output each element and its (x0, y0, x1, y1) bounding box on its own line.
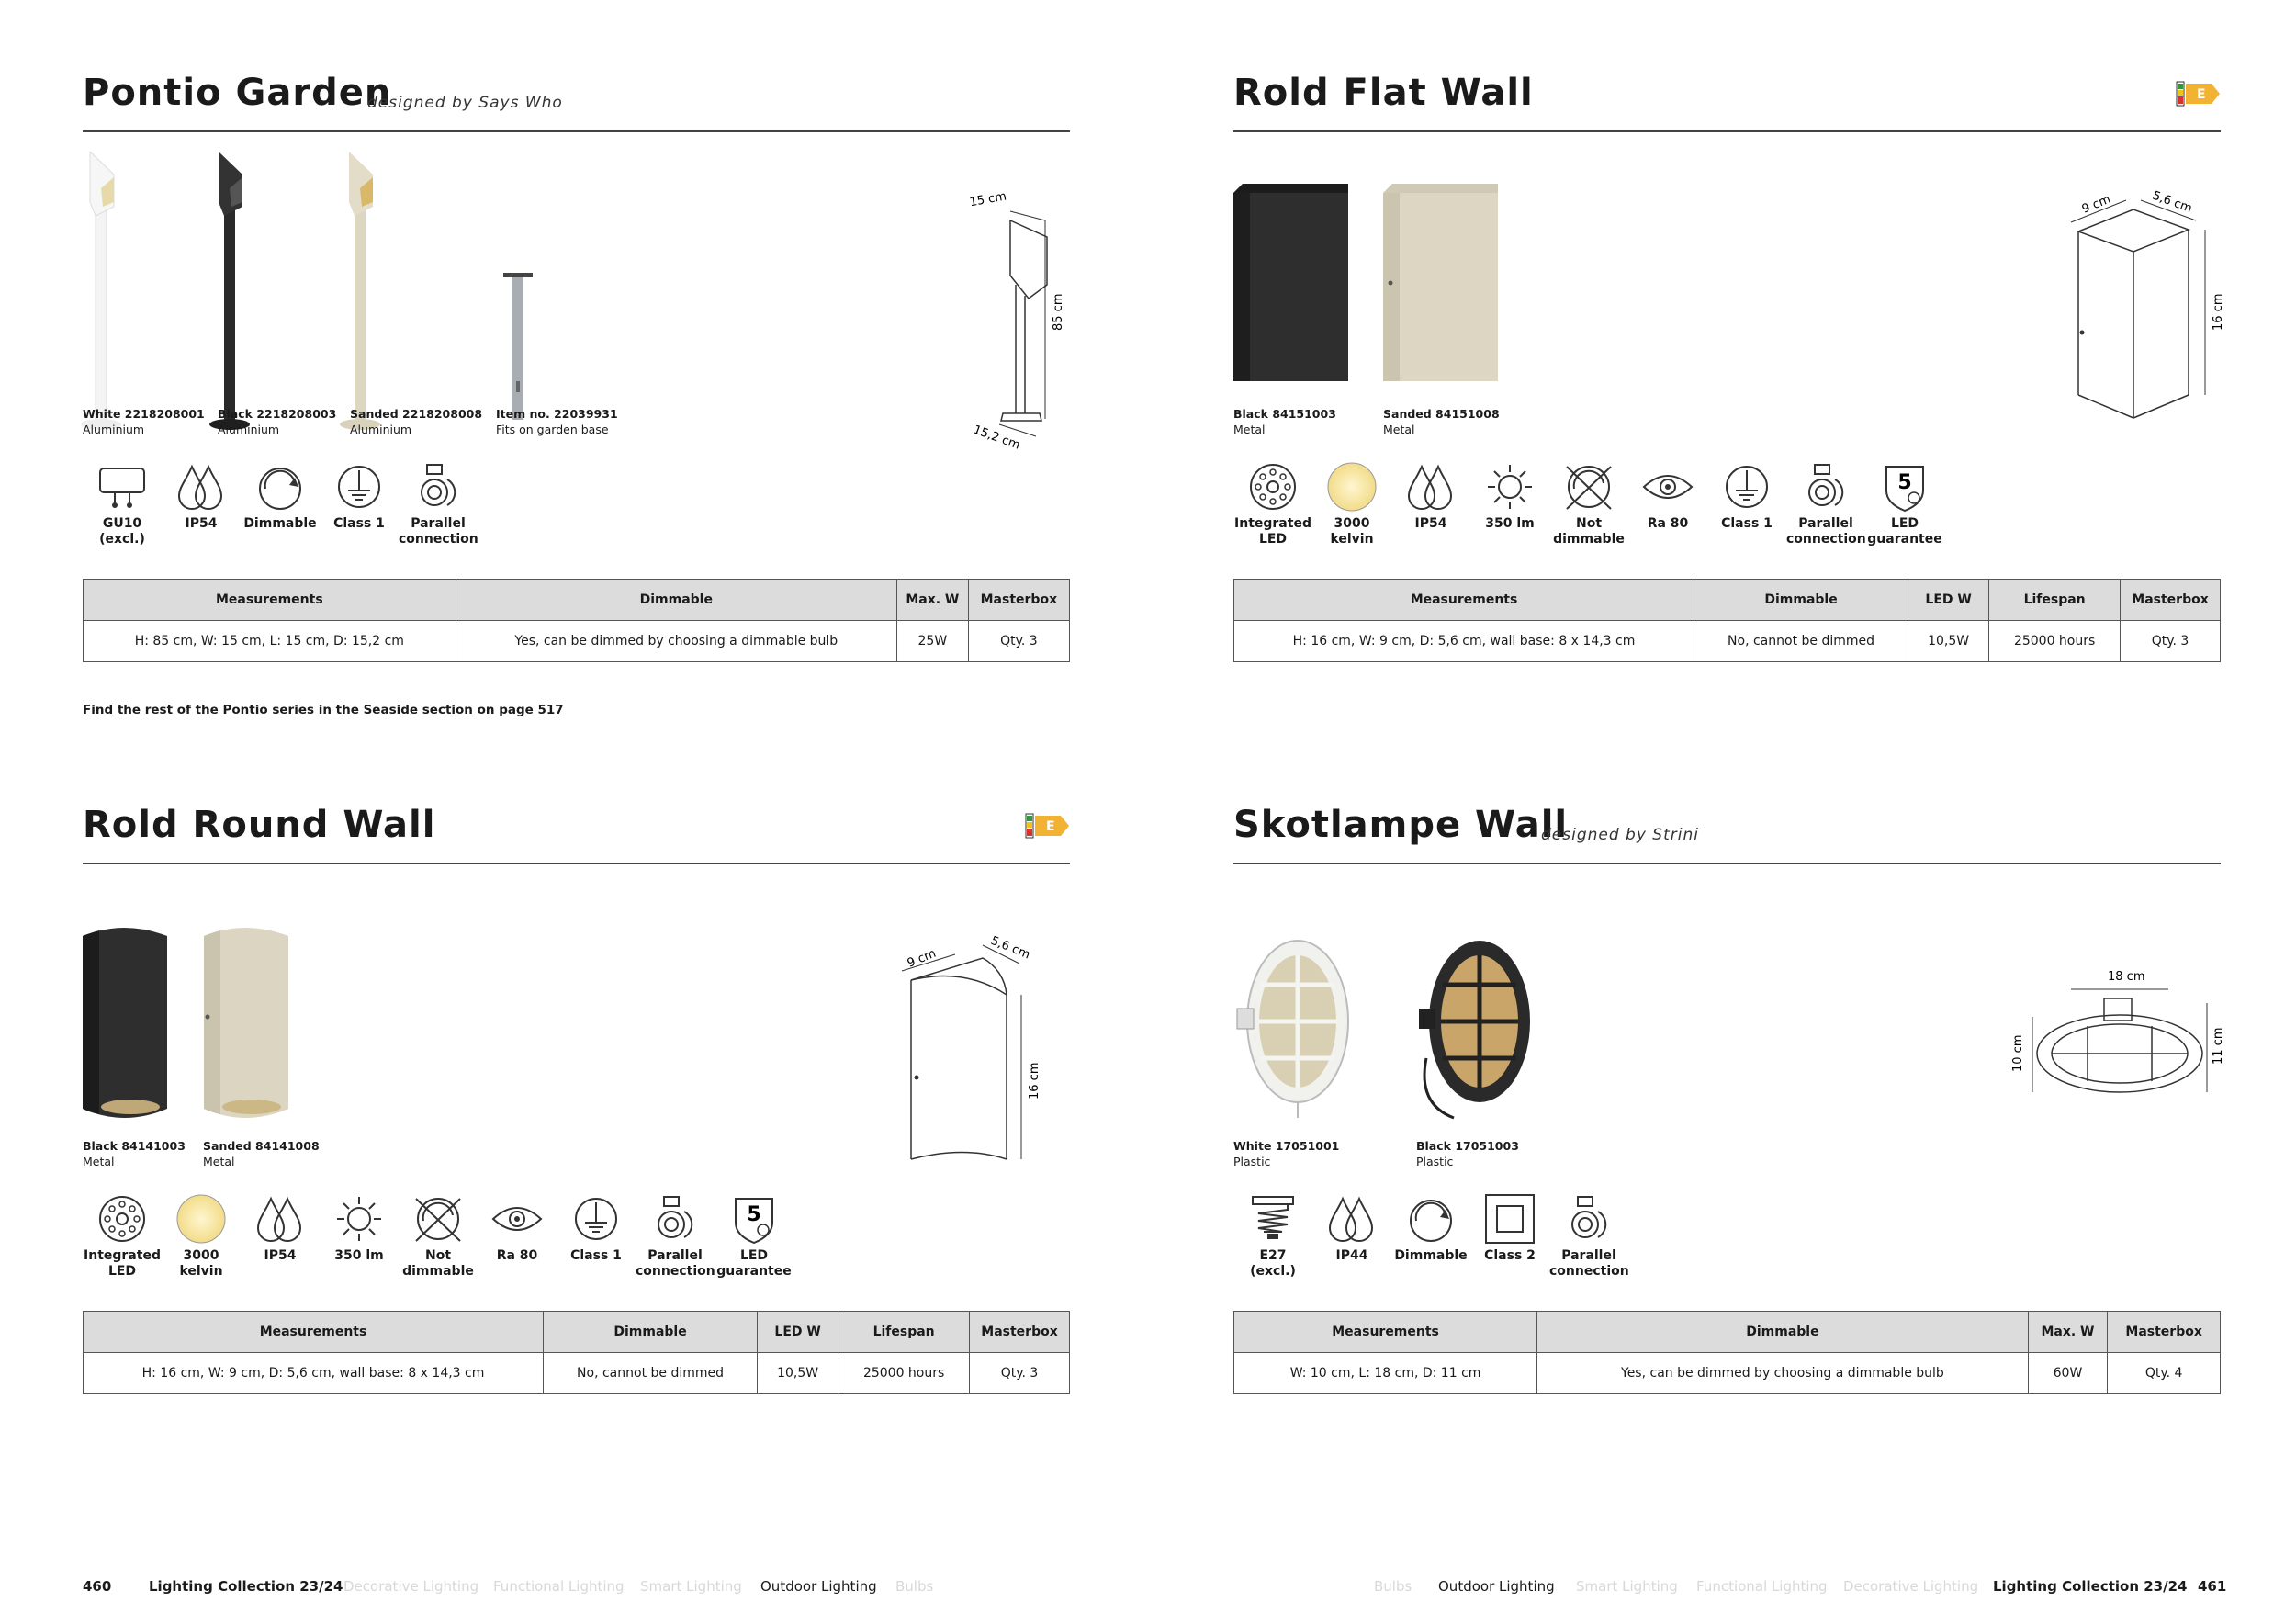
table-cell: Qty. 4 (2108, 1353, 2221, 1394)
ip-rating-icon: IP54 (1391, 461, 1470, 532)
nav-link-smart[interactable]: Smart Lighting (640, 1578, 742, 1595)
table-cell: 10,5W (1908, 621, 1989, 662)
table-header: Masterbox (2108, 1312, 2221, 1353)
dim-height-right-label: 11 cm (2212, 1027, 2225, 1065)
dim-width-label: 5,6 cm (988, 933, 1032, 963)
nav-link-outdoor[interactable]: Outdoor Lighting (1438, 1578, 1555, 1595)
energy-label-icon (1026, 813, 1070, 839)
not-dimmable-icon: Not dimmable (399, 1193, 478, 1280)
table-header: LED W (758, 1312, 838, 1353)
nav-link-decorative[interactable]: Decorative Lighting (1843, 1578, 1979, 1595)
ra-eye-icon: Ra 80 (478, 1193, 557, 1264)
dim-width-label: 18 cm (2108, 970, 2145, 984)
section-rold-round-wall (83, 796, 1070, 1381)
spec-table (83, 1311, 1070, 1394)
class-1-icon: Class 1 (1707, 461, 1786, 532)
table-cell: W: 10 cm, L: 18 cm, D: 11 cm (1234, 1353, 1537, 1394)
dim-depth-label: 9 cm (2079, 192, 2113, 217)
table-cell: Qty. 3 (968, 621, 1069, 662)
svg-text:E: E (1046, 819, 1055, 834)
product-label: Item no. 22039931 Fits on garden base (496, 407, 618, 436)
table-cell: H: 16 cm, W: 9 cm, D: 5,6 cm, wall base: 8 x 14,3 cm (84, 1353, 544, 1394)
section-rold-flat-wall (1233, 64, 2225, 648)
led-guarantee-icon: 5 LED guarantee (715, 1193, 793, 1280)
section-title: Skotlampe Wall (1233, 804, 1569, 846)
table-header: Max. W (896, 580, 968, 621)
feature-icons (83, 461, 634, 562)
table-cell: H: 16 cm, W: 9 cm, D: 5,6 cm, wall base: 8 x 14,3 cm (1234, 621, 1694, 662)
nav-link-bulbs[interactable]: Bulbs (1374, 1578, 1412, 1595)
table-cell: H: 85 cm, W: 15 cm, L: 15 cm, D: 15,2 cm (84, 621, 456, 662)
nav-link-functional[interactable]: Functional Lighting (1696, 1578, 1828, 1595)
table-cell: Yes, can be dimmed by choosing a dimmable bulb (1537, 1353, 2029, 1394)
table-header: Masterbox (2121, 580, 2221, 621)
page-number-left: 460 (83, 1578, 112, 1595)
product-image-sanded (204, 928, 288, 1118)
not-dimmable-icon: Not dimmable (1549, 461, 1628, 547)
spec-table (1233, 1311, 2221, 1394)
kelvin-icon: 3000 kelvin (162, 1193, 241, 1280)
feature-icons (83, 1193, 1001, 1294)
ip-rating-icon: IP54 (162, 461, 241, 532)
table-cell: 25000 hours (1989, 621, 2121, 662)
table-cell: Qty. 3 (970, 1353, 1070, 1394)
parallel-connection-icon: Parallel connection (1549, 1193, 1628, 1280)
dim-base-label: 15,2 cm (971, 423, 1022, 453)
integrated-led-icon: Integrated LED (1233, 461, 1312, 547)
parallel-connection-icon: Parallel connection (636, 1193, 715, 1280)
dim-height-label: 16 cm (1028, 1062, 1041, 1100)
dimension-drawing (891, 925, 1075, 1173)
table-header: Measurements (1234, 580, 1694, 621)
product-label: Sanded 2218208008 Aluminium (350, 407, 483, 436)
table-header: Max. W (2028, 1312, 2108, 1353)
section-pontio-garden (83, 64, 1070, 717)
gu10-icon: GU10 (excl.) (83, 461, 162, 547)
table-header: Masterbox (968, 580, 1069, 621)
class-2-icon: Class 2 (1470, 1193, 1549, 1264)
product-image-white (1237, 941, 1348, 1118)
table-header: Lifespan (838, 1312, 970, 1353)
nav-link-outdoor[interactable]: Outdoor Lighting (760, 1578, 877, 1595)
svg-text:E: E (2197, 87, 2206, 102)
table-cell: No, cannot be dimmed (544, 1353, 758, 1394)
kelvin-icon: 3000 kelvin (1312, 461, 1391, 547)
section-skotlampe-wall (1233, 796, 2225, 1381)
table-header: Measurements (1234, 1312, 1537, 1353)
series-note: Find the rest of the Pontio series in the Seaside section on page 517 (83, 703, 564, 717)
table-header: Dimmable (1537, 1312, 2029, 1353)
section-header (83, 64, 1070, 132)
table-cell: 25000 hours (838, 1353, 970, 1394)
table-header: Dimmable (1694, 580, 1908, 621)
e27-socket-icon: E27 (excl.) (1233, 1193, 1312, 1280)
product-label: White 2218208001 Aluminium (83, 407, 205, 436)
product-label: Sanded 84141008 Metal (203, 1139, 320, 1168)
table-header: Measurements (84, 1312, 544, 1353)
section-title: Rold Flat Wall (1233, 72, 1534, 114)
product-image-black (209, 152, 250, 430)
lumen-icon: 350 lm (320, 1193, 399, 1264)
ip-rating-icon: IP54 (241, 1193, 320, 1264)
section-title: Pontio Garden (83, 72, 392, 114)
table-cell: 60W (2028, 1353, 2108, 1394)
dim-height-left-label: 10 cm (2011, 1034, 2025, 1072)
product-image-garden-base (503, 273, 533, 420)
ra-eye-icon: Ra 80 (1628, 461, 1707, 532)
product-label: White 17051001 Plastic (1233, 1139, 1340, 1168)
dimension-drawing (2011, 962, 2225, 1118)
nav-link-bulbs[interactable]: Bulbs (895, 1578, 934, 1595)
designer-credit: designed by Says Who (367, 94, 563, 112)
designer-credit: designed by Strini (1541, 826, 1699, 844)
table-header: LED W (1908, 580, 1989, 621)
ip-rating-icon: IP44 (1312, 1193, 1391, 1264)
table-cell: Qty. 3 (2121, 621, 2221, 662)
table-header: Lifespan (1989, 580, 2121, 621)
dim-height-label: 85 cm (1052, 293, 1065, 331)
parallel-connection-icon: Parallel connection (399, 461, 478, 547)
product-label: Black 84141003 Metal (83, 1139, 186, 1168)
svg-text:5: 5 (1897, 471, 1912, 494)
product-image-black (1233, 184, 1348, 381)
section-header (83, 796, 1070, 864)
lumen-icon: 350 lm (1470, 461, 1549, 532)
nav-link-smart[interactable]: Smart Lighting (1576, 1578, 1678, 1595)
dimmable-icon: Dimmable (241, 461, 320, 532)
product-image-sanded (340, 152, 380, 430)
table-header: Masterbox (970, 1312, 1070, 1353)
section-title: Rold Round Wall (83, 804, 436, 846)
class-1-icon: Class 1 (557, 1193, 636, 1264)
table-cell: No, cannot be dimmed (1694, 621, 1908, 662)
product-label: Black 17051003 Plastic (1416, 1139, 1519, 1168)
dimension-drawing (928, 184, 1075, 453)
spec-table (83, 579, 1070, 662)
dim-top-label: 15 cm (968, 189, 1008, 210)
nav-link-decorative[interactable]: Decorative Lighting (343, 1578, 479, 1595)
energy-label-icon (2177, 81, 2221, 107)
parallel-connection-icon: Parallel connection (1786, 461, 1865, 547)
dimmable-icon: Dimmable (1391, 1193, 1470, 1264)
table-header: Measurements (84, 580, 456, 621)
nav-link-functional[interactable]: Functional Lighting (493, 1578, 625, 1595)
section-header (1233, 796, 2221, 864)
dimension-drawing (2051, 188, 2225, 432)
product-label: Black 84151003 Metal (1233, 407, 1336, 436)
product-image-black (1419, 941, 1530, 1118)
table-cell: 25W (896, 621, 968, 662)
product-image-sanded (1383, 184, 1498, 381)
spec-table (1233, 579, 2221, 662)
collection-title-left: Lighting Collection 23/24 (149, 1578, 343, 1595)
product-label: Black 2218208003 Aluminium (218, 407, 337, 436)
collection-title-right: Lighting Collection 23/24 (1993, 1578, 2188, 1595)
dim-depth-label: 9 cm (905, 946, 939, 971)
dim-width-label: 5,6 cm (2150, 188, 2194, 217)
svg-text:5: 5 (747, 1203, 761, 1226)
section-header (1233, 64, 2221, 132)
led-guarantee-icon: 5 LED guarantee (1865, 461, 1944, 547)
feature-icons (1233, 1193, 1784, 1294)
table-cell: Yes, can be dimmed by choosing a dimmable bulb (456, 621, 896, 662)
feature-icons (1233, 461, 2152, 562)
product-image-white (81, 152, 121, 430)
integrated-led-icon: Integrated LED (83, 1193, 162, 1280)
table-header: Dimmable (456, 580, 896, 621)
dim-height-label: 16 cm (2212, 293, 2225, 331)
product-label: Sanded 84151008 Metal (1383, 407, 1500, 436)
product-image-black (83, 928, 167, 1118)
table-header: Dimmable (544, 1312, 758, 1353)
class-1-icon: Class 1 (320, 461, 399, 532)
page-number-right: 461 (2198, 1578, 2227, 1595)
table-cell: 10,5W (758, 1353, 838, 1394)
